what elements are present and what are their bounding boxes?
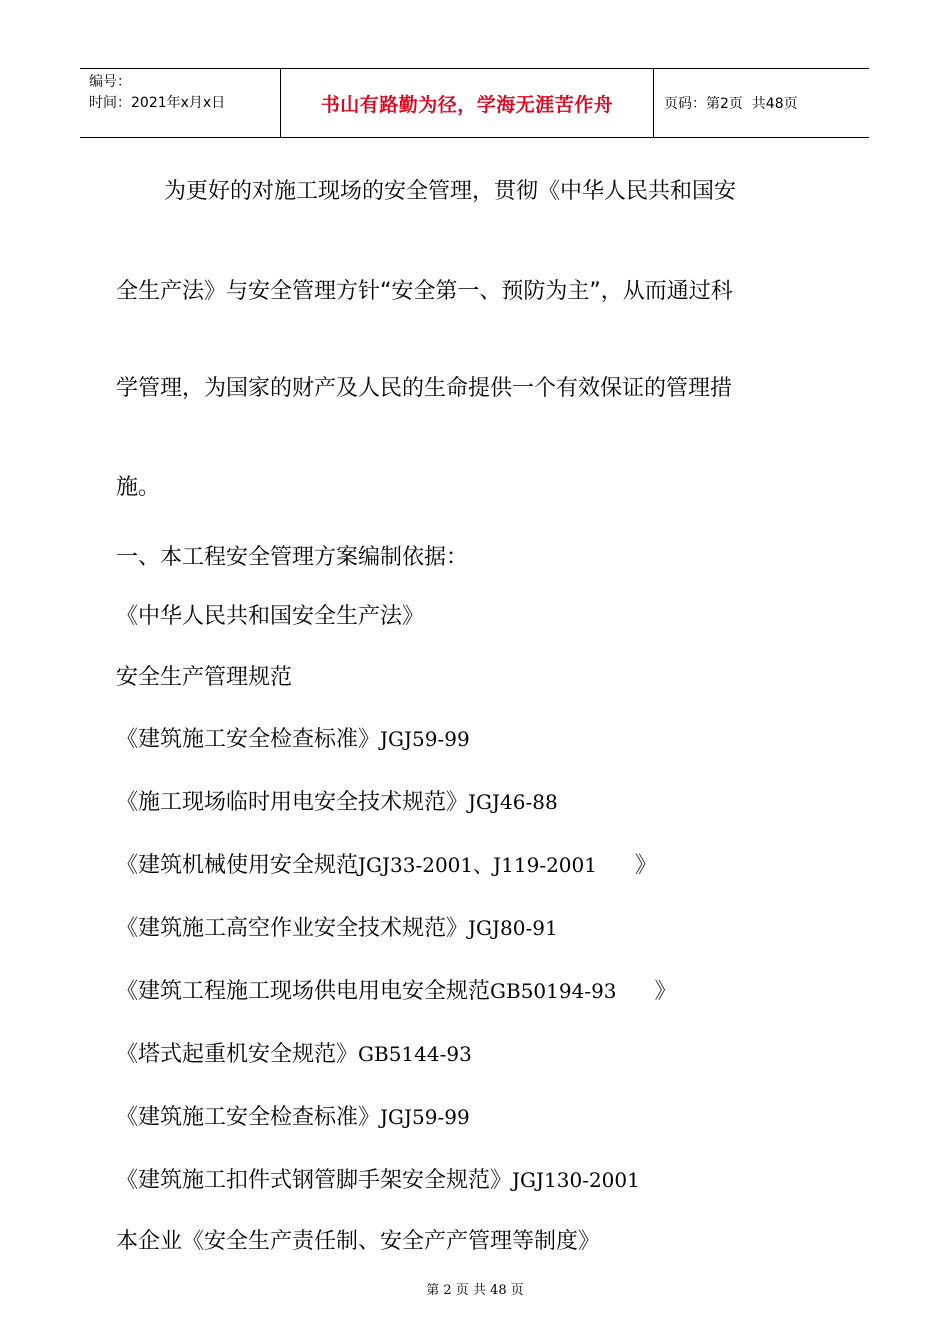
basis-title: 《建筑机械使用安全规范 (116, 853, 359, 878)
basis-item (116, 1168, 836, 1193)
page-footer: 第 2 页 共 48 页 (426, 1283, 524, 1298)
document-time-label: 时间：2021年x月x日 (89, 95, 226, 111)
header-meta (80, 69, 281, 137)
page-header (80, 68, 869, 138)
basis-tail: 》 (654, 979, 677, 1004)
basis-code: JGJ33-2001、J119-2001 (358, 853, 597, 877)
basis-title: 《中华人民共和国安全生产法》 (116, 604, 425, 629)
basis-title: 《建筑施工高空作业安全技术规范》 (116, 916, 469, 941)
basis-code: JGJ59-99 (380, 727, 470, 751)
basis-title: 《建筑工程施工现场供电用电安全规范 (116, 979, 491, 1004)
intro-line: 学管理，为国家的财产及人民的生命提供一个有效保证的管理措 (116, 376, 733, 401)
basis-item (116, 1042, 836, 1067)
basis-item (116, 1230, 836, 1254)
basis-code: JGJ80-91 (468, 916, 558, 940)
basis-item (116, 790, 836, 815)
basis-title: 安全生产管理规范 (116, 665, 293, 690)
basis-title: 《建筑施工扣件式钢管脚手架安全规范》 (116, 1168, 513, 1193)
basis-tail: 》 (634, 853, 657, 878)
basis-item (116, 1105, 836, 1130)
basis-title: 《塔式起重机安全规范》 (116, 1042, 359, 1067)
document-number-label: 编号： (89, 74, 131, 90)
basis-code: JGJ46-88 (468, 790, 558, 814)
basis-item (116, 979, 836, 1004)
intro-line: 为更好的对施工现场的安全管理，贯彻《中华人民共和国安 (164, 179, 737, 204)
section-heading: 一、本工程安全管理方案编制依据： (116, 545, 469, 570)
basis-code: JGJ59-99 (380, 1105, 470, 1129)
basis-code: GB50194-93 (490, 979, 617, 1003)
basis-title: 《建筑施工安全检查标准》 (116, 1105, 381, 1130)
basis-title: 《建筑施工安全检查标准》 (116, 727, 381, 752)
intro-line: 施。 (116, 475, 161, 500)
basis-item (116, 605, 836, 629)
basis-code: GB5144-93 (358, 1042, 472, 1066)
basis-title: 《施工现场临时用电安全技术规范》 (116, 790, 469, 815)
basis-code: JGJ130-2001 (512, 1168, 640, 1192)
basis-title: 本企业《安全生产责任制、安全产产管理等制度》 (116, 1229, 601, 1254)
basis-item (116, 727, 836, 752)
header-page-info (654, 69, 869, 137)
page-info-text: 页码：第2页 共48页 (664, 96, 798, 112)
intro-line: 全生产法》与安全管理方针“安全第一、预防为主”，从而通过科 (116, 279, 733, 304)
basis-item (116, 916, 836, 941)
basis-item (116, 666, 836, 690)
basis-item (116, 853, 836, 878)
header-motto: 书山有路勤为径，学海无涯苦作舟 (281, 69, 654, 137)
